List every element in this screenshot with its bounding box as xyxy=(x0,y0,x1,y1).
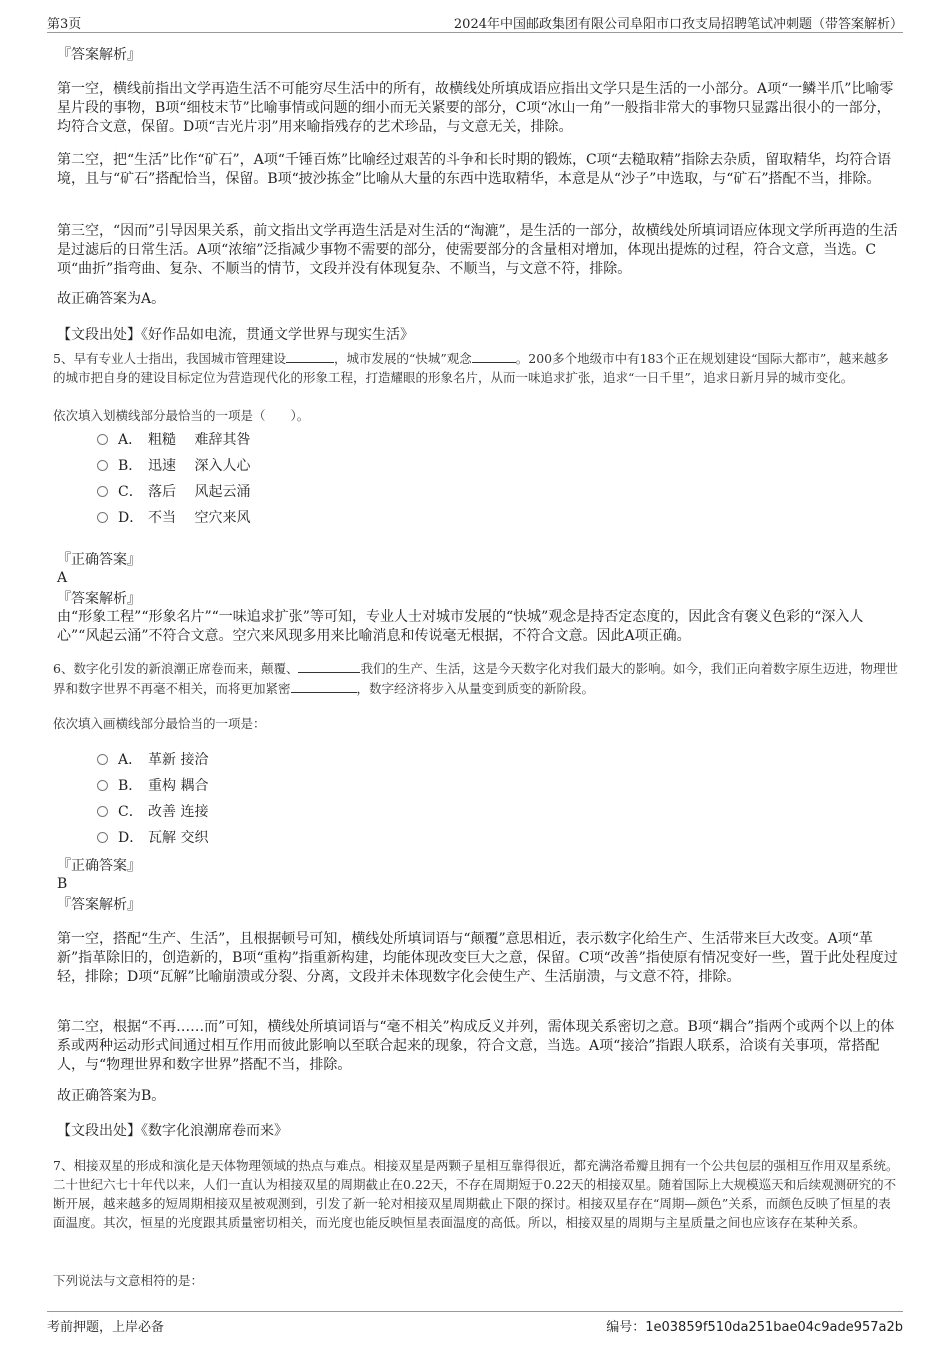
q6-analysis-p1: 第一空，搭配“生产、生活”，且根据顿号可知，横线处所填词语与“颠覆”意思相近，表示数字化给生产、生活带来巨大改变。A项“革新”指革除旧的，创造新的，B项“重构”指重新构建，均能体现改变巨大之意，保留。C项“改善”指使原有情况变好一些，置于此处程度过轻，排除；D项“瓦解”比喻崩溃或分裂、分离，文段并未体现数字化会使生产、生活崩溃，与文意不符，排除。 xyxy=(57,931,898,985)
blank-line xyxy=(472,348,516,363)
blank-line xyxy=(298,658,360,673)
q6-stem: 6、数字化引发的新浪潮正席卷而来，颠覆、 我们的生产、生活，这是今天数字化对我们最大的影响。如今，我们正向着数字原生迈进，物理世界和数字世界不再毫不相关，而将更加紧密 ，数字经济将步入从量变到质变的新阶段。 xyxy=(53,658,900,698)
document-code: 编号：1e03859f510da251bae04c9ade957a2b xyxy=(606,1320,903,1335)
radio-icon[interactable] xyxy=(97,754,108,765)
radio-icon[interactable] xyxy=(97,486,108,497)
q6-option-d[interactable]: D． 瓦解 交织 xyxy=(97,829,208,847)
radio-icon[interactable] xyxy=(97,806,108,817)
q4-conclusion: 故正确答案为A。 xyxy=(57,291,166,307)
q4-analysis-p1: 第一空，横线前指出文学再造生活不可能穷尽生活中的所有，故横线处所填成语应指出文学只是生活的一小部分。A项“一鳞半爪”比喻零星片段的事物，B项“细枝末节”比喻事情或问题的细小而无关紧要的部分，C项“冰山一角”一般指非常大的事物只显露出很小的一部分，均符合文意，保留。D项“吉光片羽”用来喻指残存的艺术珍品，与文意无关，排除。 xyxy=(57,81,894,135)
q5-analysis-label: 『答案解析』 xyxy=(57,591,141,607)
q5-option-d[interactable]: D． 不当 空穴来风 xyxy=(97,509,250,527)
q5-option-b[interactable]: B． 迅速 深入人心 xyxy=(97,457,250,475)
radio-icon[interactable] xyxy=(97,832,108,843)
q6-option-b[interactable]: B． 重构 耦合 xyxy=(97,777,208,795)
q6-source: 【文段出处】《数字化浪潮席卷而来》 xyxy=(57,1123,288,1139)
blank-line xyxy=(286,348,334,363)
footer-slogan: 考前押题，上岸必备 xyxy=(47,1320,165,1335)
q6-analysis-p2: 第二空，根据“不再……而”可知，横线处所填词语与“毫不相关”构成反义并列，需体现关系密切之意。B项“耦合”指两个或两个以上的体系或两种运动形式间通过相互作用而彼此影响以至联合起来的现象，符合文意，当选。A项“接洽”指跟人联系，洽谈有关事项，常搭配人，与“物理世界和数字世界”搭配不当，排除。 xyxy=(57,1019,895,1073)
radio-icon[interactable] xyxy=(97,460,108,471)
q6-analysis-label: 『答案解析』 xyxy=(57,897,141,913)
q5-prompt: 依次填入划横线部分最恰当的一项是（ ）。 xyxy=(53,408,310,423)
q7-stem: 7、相接双星的形成和演化是天体物理领域的热点与难点。相接双星是两颗子星相互靠得很近，都充满洛希瓣且拥有一个公共包层的强相互作用双星系统。二十世纪六七十年代以来，人们一直认为相接双星的周期截止在0.22天，不存在周期短于0.22天的相接双星。随着国际上大规模巡天和后续观测研究的不断开展，越来越多的短周期相接双星被观测到，引发了新一轮对相接双星周期截止下限的探讨。相接双星存在“周期—颜色”关系，而颜色反映了恒星的表面温度。其次，恒星的光度跟其质量密切相关，而光度也能反映恒星表面温度的高低。所以，相接双星的周期与主星质量之间也应该存在某种关系。 xyxy=(53,1158,899,1230)
q6-conclusion: 故正确答案为B。 xyxy=(57,1088,166,1104)
q4-source: 【文段出处】《好作品如电流，贯通文学世界与现实生活》 xyxy=(57,327,414,343)
q5-stem: 5、早有专业人士指出，我国城市管理建设 ，城市发展的“快城”观念 。200多个地级市中有183个正在规划建设“国际大都市”，越来越多的城市把自身的建设目标定位为营造现代化的形象工程，打造耀眼的形象名片，从而一味追求扩张，追求“一日千里”，追求日新月异的城市变化。 xyxy=(53,348,900,387)
q5-correct-label: 『正确答案』 xyxy=(57,552,141,568)
blank-line xyxy=(291,678,357,693)
q6-option-a[interactable]: A． 革新 接洽 xyxy=(97,751,208,769)
q5-analysis: 由“形象工程”“形象名片”“一味追求扩张”等可知，专业人士对城市发展的“快城”观念是持否定态度的，因此含有褒义色彩的“深入人心”“风起云涌”不符合文意。空穴来风现多用来比喻消息和传说毫无根据，不符合文意。因此A项正确。 xyxy=(57,609,864,644)
q5-correct-answer: A xyxy=(57,570,68,586)
q5-option-a[interactable]: A． 粗糙 难辞其咎 xyxy=(97,431,250,449)
q4-analysis-p2: 第二空，把“生活”比作“矿石”，A项“千锤百炼”比喻经过艰苦的斗争和长时期的锻炼，C项“去糙取精”指除去杂质，留取精华，均符合语境，且与“矿石”搭配恰当，保留。B项“披沙拣金”比喻从大量的东西中选取精华，本意是从“沙子”中选取，与“矿石”搭配不当，排除。 xyxy=(57,152,892,187)
q5-option-c[interactable]: C． 落后 风起云涌 xyxy=(97,483,250,501)
q4-analysis-label: 『答案解析』 xyxy=(57,47,141,63)
page-number: 第3页 xyxy=(47,17,82,32)
document-title: 2024年中国邮政集团有限公司阜阳市口孜支局招聘笔试冲刺题（带答案解析） xyxy=(453,17,903,32)
page-footer xyxy=(47,1311,903,1334)
radio-icon[interactable] xyxy=(97,780,108,791)
page-header xyxy=(47,10,903,33)
q4-analysis-p3: 第三空，“因而”引导因果关系，前文指出文学再造生活是对生活的“淘漉”，是生活的一部分，故横线处所填词语应体现文学所再造的生活是过滤后的日常生活。A项“浓缩”泛指减少事物不需要的部分，使需要部分的含量相对增加，体现出提炼的过程，符合文意，当选。C项“曲折”指弯曲、复杂、不顺当的情节，文段并没有体现复杂、不顺当，与文意不符，排除。 xyxy=(57,223,898,277)
q6-correct-answer: B xyxy=(57,876,68,892)
radio-icon[interactable] xyxy=(97,434,108,445)
q6-correct-label: 『正确答案』 xyxy=(57,858,141,874)
q6-option-c[interactable]: C． 改善 连接 xyxy=(97,803,208,821)
radio-icon[interactable] xyxy=(97,512,108,523)
q7-prompt: 下列说法与文意相符的是： xyxy=(53,1273,204,1288)
q6-prompt: 依次填入画横线部分最恰当的一项是： xyxy=(53,716,266,731)
